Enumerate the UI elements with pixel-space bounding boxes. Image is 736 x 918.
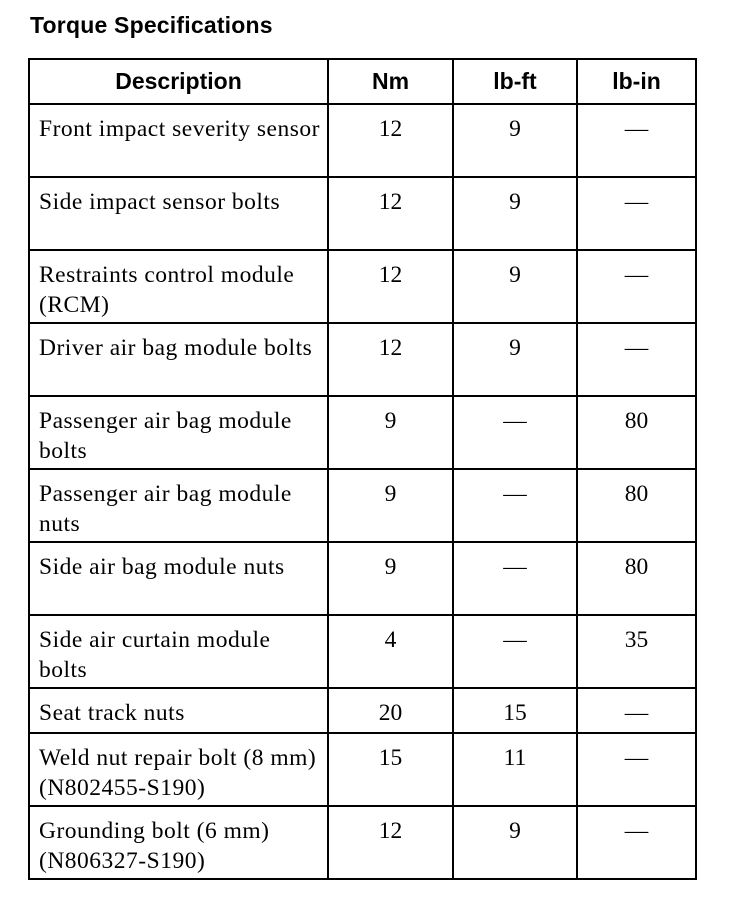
table-row xyxy=(29,250,696,323)
cell-description: Side impact sensor bolts xyxy=(29,177,328,250)
cell-lbin: — xyxy=(577,806,696,879)
cell-lbin: — xyxy=(577,323,696,396)
table-row xyxy=(29,396,696,469)
cell-nm: 4 xyxy=(328,615,453,688)
cell-lbin: 80 xyxy=(577,542,696,615)
cell-lbft: 9 xyxy=(453,806,577,879)
cell-description: Weld nut repair bolt (8 mm) (N802455-S190) xyxy=(29,733,328,806)
cell-lbin: 80 xyxy=(577,469,696,542)
cell-lbft: 9 xyxy=(453,250,577,323)
cell-nm: 15 xyxy=(328,733,453,806)
column-header-lbin: lb-in xyxy=(577,59,696,104)
column-header-nm: Nm xyxy=(328,59,453,104)
table-header-row xyxy=(29,59,696,104)
table-row xyxy=(29,615,696,688)
cell-nm: 9 xyxy=(328,469,453,542)
cell-description: Front impact severity sensor xyxy=(29,104,328,177)
cell-nm: 9 xyxy=(328,542,453,615)
cell-lbft: — xyxy=(453,469,577,542)
cell-lbin: — xyxy=(577,177,696,250)
cell-lbft: — xyxy=(453,615,577,688)
cell-description: Seat track nuts xyxy=(29,688,328,733)
cell-lbft: 15 xyxy=(453,688,577,733)
cell-lbft: 11 xyxy=(453,733,577,806)
cell-description: Grounding bolt (6 mm) (N806327-S190) xyxy=(29,806,328,879)
table-row xyxy=(29,469,696,542)
cell-nm: 12 xyxy=(328,323,453,396)
table-row xyxy=(29,542,696,615)
column-header-description: Description xyxy=(29,59,328,104)
cell-lbft: 9 xyxy=(453,177,577,250)
cell-nm: 12 xyxy=(328,250,453,323)
cell-description: Side air bag module nuts xyxy=(29,542,328,615)
cell-description: Side air curtain module bolts xyxy=(29,615,328,688)
cell-lbft: 9 xyxy=(453,104,577,177)
table-row xyxy=(29,104,696,177)
cell-lbft: — xyxy=(453,396,577,469)
table-row xyxy=(29,688,696,733)
cell-description: Driver air bag module bolts xyxy=(29,323,328,396)
page-title: Torque Specifications xyxy=(30,12,273,38)
cell-lbin: 80 xyxy=(577,396,696,469)
cell-description: Passenger air bag module bolts xyxy=(29,396,328,469)
cell-lbin: — xyxy=(577,733,696,806)
cell-lbin: 35 xyxy=(577,615,696,688)
cell-nm: 12 xyxy=(328,177,453,250)
cell-nm: 12 xyxy=(328,806,453,879)
table-row xyxy=(29,806,696,879)
cell-lbin: — xyxy=(577,104,696,177)
cell-description: Restraints control module (RCM) xyxy=(29,250,328,323)
column-header-lbft: lb-ft xyxy=(453,59,577,104)
torque-spec-table xyxy=(28,58,697,880)
cell-nm: 9 xyxy=(328,396,453,469)
cell-description: Passenger air bag module nuts xyxy=(29,469,328,542)
cell-lbft: 9 xyxy=(453,323,577,396)
table-row xyxy=(29,177,696,250)
cell-nm: 12 xyxy=(328,104,453,177)
cell-nm: 20 xyxy=(328,688,453,733)
cell-lbin: — xyxy=(577,688,696,733)
cell-lbin: — xyxy=(577,250,696,323)
table-row xyxy=(29,733,696,806)
cell-lbft: — xyxy=(453,542,577,615)
table-row xyxy=(29,323,696,396)
